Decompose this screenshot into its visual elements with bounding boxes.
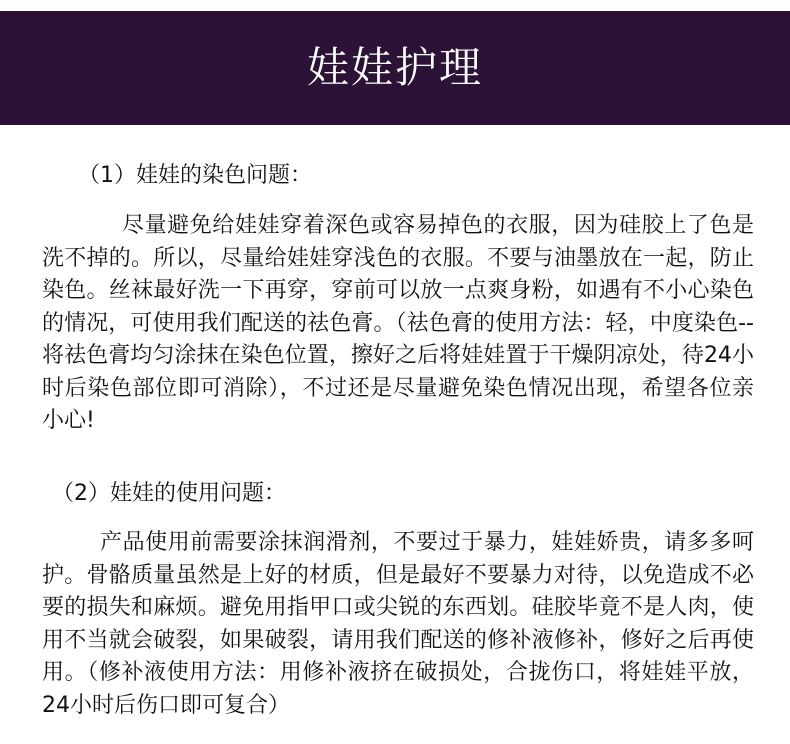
section-dye-issue — [42, 160, 754, 438]
section-usage-issue — [42, 478, 754, 722]
section-paragraph: 尽量避免给娃娃穿着深色或容易掉色的衣服，因为硅胶上了色是洗不掉的。所以，尽量给娃娃穿浅色的衣服。不要与油墨放在一起，防止染色。丝袜最好洗一下再穿，穿前可以放一点爽身粉，如遇有不小心染色的情况，可使用我们配送的祛色膏。（祛色膏的使用方法：轻，中度染色--将祛色膏均匀涂抹在染色位置，擦好之后将娃娃置于干燥阴凉处，待24小时后染色部位即可消除），不过还是尽量避免染色情况出现，希望各位亲小心! — [42, 213, 754, 433]
section-paragraph: 产品使用前需要涂抹润滑剂，不要过于暴力，娃娃娇贵，请多多呵护。骨骼质量虽然是上好的材质，但是最好不要暴力对待，以免造成不必要的损失和麻烦。避免用指甲口或尖锐的东西划。硅胶毕竟不是人肉，使用不当就会破裂，如果破裂，请用我们配送的修补液修补，修好之后再使用。（修补液使用方法：用修补液挤在破损处，合拢伤口，将娃娃平放，24小时后伤口即可复合） — [42, 530, 754, 718]
section-heading: （1）娃娃的染色问题： — [78, 163, 312, 188]
title-banner — [0, 11, 790, 125]
page-title: 娃娃护理 — [306, 43, 483, 92]
section-heading: （2）娃娃的使用问题： — [52, 481, 286, 506]
